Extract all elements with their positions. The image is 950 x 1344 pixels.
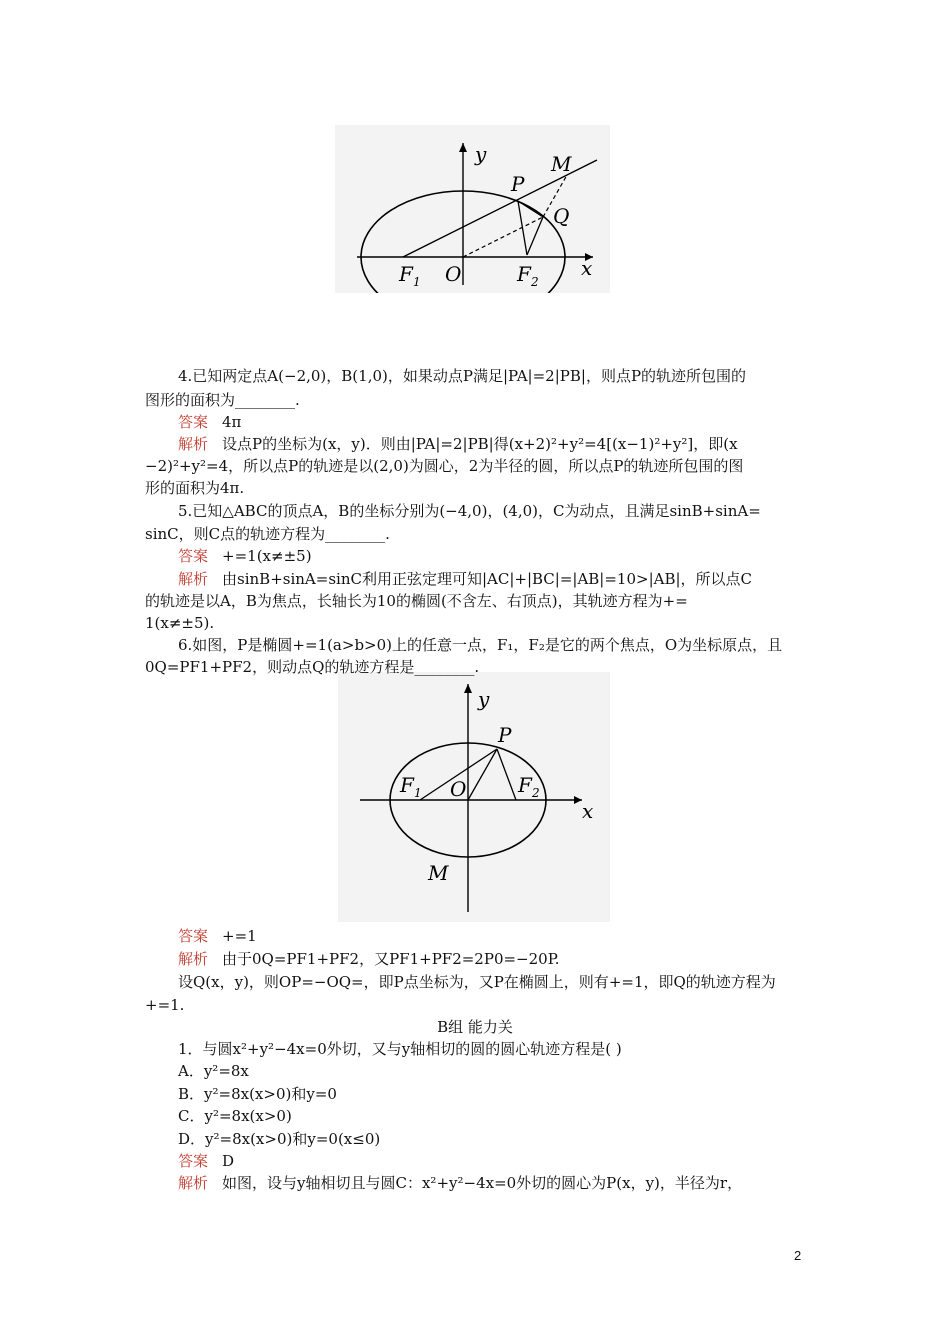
solution-text: 由于0Q=PF1+PF2，又PF1+PF2=2P0=−20P. (222, 950, 560, 968)
solution-4-line-1 (178, 434, 738, 454)
option-c: C．y²=8x(x>0) (178, 1107, 292, 1125)
label-m: M (551, 152, 572, 176)
solution-text: 如图，设与y轴相切且与圆C：x²+y²−4x=0外切的圆心为P(x，y)，半径为r， (222, 1174, 743, 1192)
answer-5 (178, 546, 312, 566)
question-b1: 1．与圆x²+y²−4x=0外切，又与y轴相切的圆的圆心轨迹方程是( ) (178, 1040, 622, 1058)
label-f1-sub: 1 (413, 275, 421, 289)
question-5-line-2: sinC，则C点的轨迹方程为________. (145, 525, 390, 543)
solution-6-line-2: 设Q(x，y)，则OP=−OQ=，即P点坐标为，又P在椭圆上，则有+=1，即Q的轨迹方程为 (178, 973, 776, 991)
question-5-line-1: 5.已知△ABC的顶点A，B的坐标分别为(−4,0)，(4,0)，C为动点，且满足sinB+sinA= (178, 502, 761, 520)
figure-ellipse-pf1f2 (338, 672, 610, 922)
figure-ellipse-pmq (335, 125, 610, 293)
label-o: O (450, 777, 467, 801)
label-f2-sub: 2 (532, 786, 540, 800)
answer-6 (178, 926, 257, 946)
segment-op (468, 749, 497, 800)
segment-pq (518, 201, 543, 217)
question-4-line-2: 图形的面积为________. (145, 391, 300, 409)
segment-f2q (527, 217, 543, 255)
solution-label: 解析 (178, 1174, 209, 1192)
answer-label: 答案 (178, 1152, 209, 1170)
solution-4-line-3: 形的面积为4π. (145, 479, 245, 497)
answer-text: D (222, 1152, 235, 1170)
label-p: P (511, 172, 525, 196)
answer-text: 4π (222, 413, 242, 431)
answer-4 (178, 412, 241, 432)
question-6-line-1: 6.如图，P是椭圆+=1(a>b>0)上的任意一点，F₁，F₂是它的两个焦点，O为坐标原点，且 (178, 636, 783, 654)
option-d: D．y²=8x(x>0)和y=0(x≤0) (178, 1130, 381, 1148)
label-x: x (581, 256, 593, 280)
label-f1: F (399, 262, 413, 286)
label-f2: F (518, 773, 532, 797)
solution-b1-line-1 (178, 1173, 742, 1193)
label-q: Q (553, 204, 570, 228)
label-o: O (445, 262, 462, 286)
solution-6-line-1 (178, 949, 560, 969)
label-f1: F (400, 773, 414, 797)
option-b: B．y²=8x(x>0)和y=0 (178, 1085, 337, 1103)
solution-text: 设点P的坐标为(x，y)．则由|PA|=2|PB|得(x+2)²+y²=4[(x−1)²+y²]，即(x (222, 435, 738, 453)
solution-label: 解析 (178, 435, 209, 453)
label-f2-sub: 2 (531, 275, 539, 289)
label-f1-sub: 1 (414, 786, 422, 800)
option-a: A．y²=8x (178, 1062, 249, 1080)
solution-6-line-3: +=1. (145, 996, 185, 1014)
segment-pf2 (518, 201, 527, 255)
answer-text: +=1 (222, 927, 257, 945)
figure2-svg (338, 672, 610, 922)
label-p: P (498, 723, 512, 747)
solution-5-line-3: 1(x≠±5). (145, 614, 215, 632)
label-f2: F (517, 262, 531, 286)
segment-pf2 (497, 749, 516, 800)
group-b-heading: B组 能力关 (437, 1018, 513, 1036)
page-number: 2 (794, 1248, 802, 1263)
solution-5-line-1 (178, 569, 752, 589)
y-axis-arrow (459, 143, 467, 152)
solution-text: 由sinB+sinA=sinC利用正弦定理可知|AC|+|BC|=|AB|=10>|AB|，所以点C (222, 570, 753, 588)
solution-label: 解析 (178, 950, 209, 968)
figure1-svg (335, 125, 610, 293)
y-axis-arrow (464, 684, 472, 693)
solution-label: 解析 (178, 570, 209, 588)
answer-b1 (178, 1151, 234, 1171)
label-x: x (582, 799, 594, 823)
label-y: y (475, 142, 487, 166)
answer-label: 答案 (178, 927, 209, 945)
question-4-line-1: 4.已知两定点A(−2,0)，B(1,0)，如果动点P满足|PA|=2|PB|，则点P的轨迹所包围的 (178, 367, 747, 385)
solution-5-line-2: 的轨迹是以A，B为焦点，长轴长为10的椭圆(不含左、右顶点)，其轨迹方程为+= (145, 592, 688, 610)
answer-text: +=1(x≠±5) (222, 547, 312, 565)
label-m: M (428, 861, 449, 885)
solution-4-line-2: −2)²+y²=4，所以点P的轨迹是以(2,0)为圆心，2为半径的圆，所以点P的轨迹所包围的图 (145, 457, 744, 475)
segment-oq-dashed (463, 217, 543, 257)
question-6-line-2: 0Q=PF1+PF2，则动点Q的轨迹方程是________. (145, 658, 480, 676)
label-y: y (478, 687, 490, 711)
answer-label: 答案 (178, 413, 209, 431)
x-axis-arrow (574, 796, 582, 804)
answer-label: 答案 (178, 547, 209, 565)
